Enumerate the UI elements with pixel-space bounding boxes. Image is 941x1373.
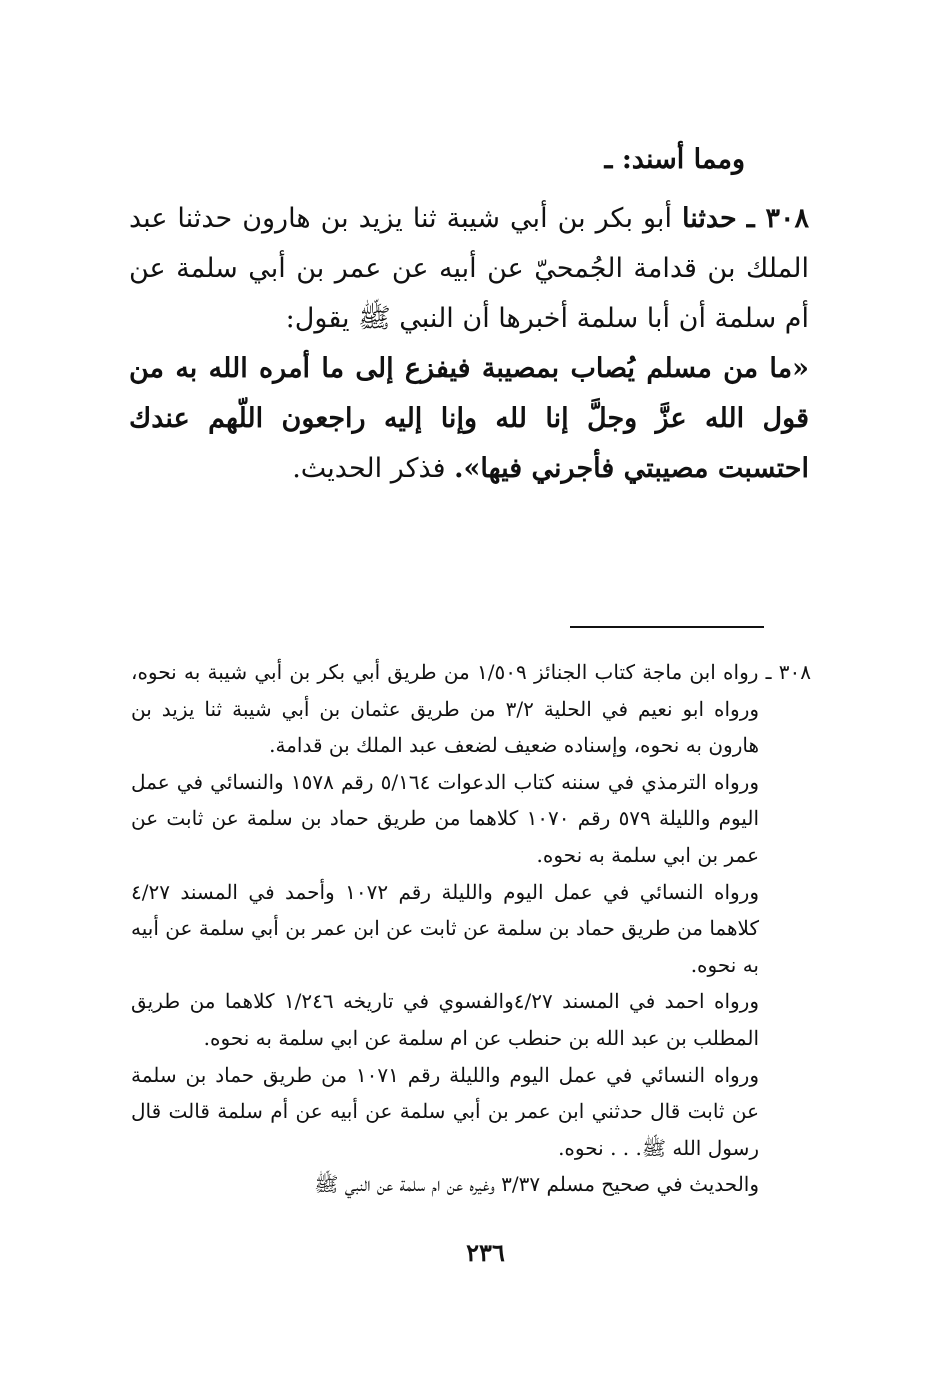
main-text [129, 194, 809, 494]
section-heading: ومما أسند: ـ [604, 144, 745, 175]
hadith-paragraph [129, 194, 809, 344]
hadith-intro: حدثنا [681, 203, 737, 234]
footnote-paragraph: ورواه النسائي في عمل اليوم والليلة رقم ١٠٧١ من طريق حماد بن سلمة عن ثابت قال حدثني ابن عمر بن أبي سلمة عن أبيه عن أم سلمة قالت قال رسول الله ﷺ. . . نحوه. [131, 1062, 759, 1160]
footnote-separator [570, 626, 764, 628]
hadith-text-paragraph [129, 344, 809, 494]
hadith-number: ٣٠٨ ـ [746, 203, 809, 234]
footnote-paragraph: ورواه النسائي في عمل اليوم والليلة رقم ١٠٧٢ وأحمد في المسند ٤/٢٧ كلاهما من طريق حماد بن سلمة عن ثابت عن ابن عمر بن أبي سلمة عن أبيه به نحوه. [131, 879, 759, 977]
footnote-paragraph: والحديث في صحيح مسلم ٣/٣٧ وغيره عن ام سلمة عن النبي ﷺ [314, 1172, 759, 1197]
page-number: ٢٣٦ [466, 1238, 505, 1267]
footnote-paragraph: ٣٠٨ ـ رواه ابن ماجة كتاب الجنائز ١/٥٠٩ من طريق أبي بكر بن أبي شيبة به نحوه، ورواه ابو نعيم في الحلية ٣/٢ من طريق عثمان بن أبي شيبة ثنا يزيد بن هارون به نحوه، وإسناده ضعيف لضعف عبد الملك بن قدامة. [131, 660, 811, 758]
footnote-paragraph: ورواه الترمذي في سننه كتاب الدعوات ٥/١٦٤ رقم ١٥٧٨ والنسائي في عمل اليوم والليلة ٥٧٩ رقم ١٠٧٠ كلاهما من طريق حماد بن سلمة عن ثابت عن عمر بن ابي سلمة به نحوه. [131, 769, 759, 867]
footnote-paragraph: ورواه احمد في المسند ٤/٢٧والفسوي في تاريخه ١/٢٤٦ كلاهما من طريق المطلب بن عبد الله بن حنطب عن ام سلمة عن ابي سلمة به نحوه. [131, 989, 759, 1050]
hadith-isnad: أبو بكر بن أبي شيبة ثنا يزيد بن هارون حدثنا عبد الملك بن قدامة الجُمحيّ عن أبيه عن عمر بن أبي سلمة عن أم سلمة أن أبا سلمة أخبرها أن النبي ﷺ يقول: [129, 203, 809, 334]
hadith-ending: فذكر الحديث. [292, 453, 446, 484]
footnotes [131, 654, 811, 1203]
hadith-matn: «ما من مسلم يُصاب بمصيبة فيفزع إلى ما أمره الله به من قول الله عزَّ وجلَّ إنا لله وإنا إليه راجعون اللّهم عندك احتسبت مصيبتي فأجرني فيها». [129, 353, 809, 484]
